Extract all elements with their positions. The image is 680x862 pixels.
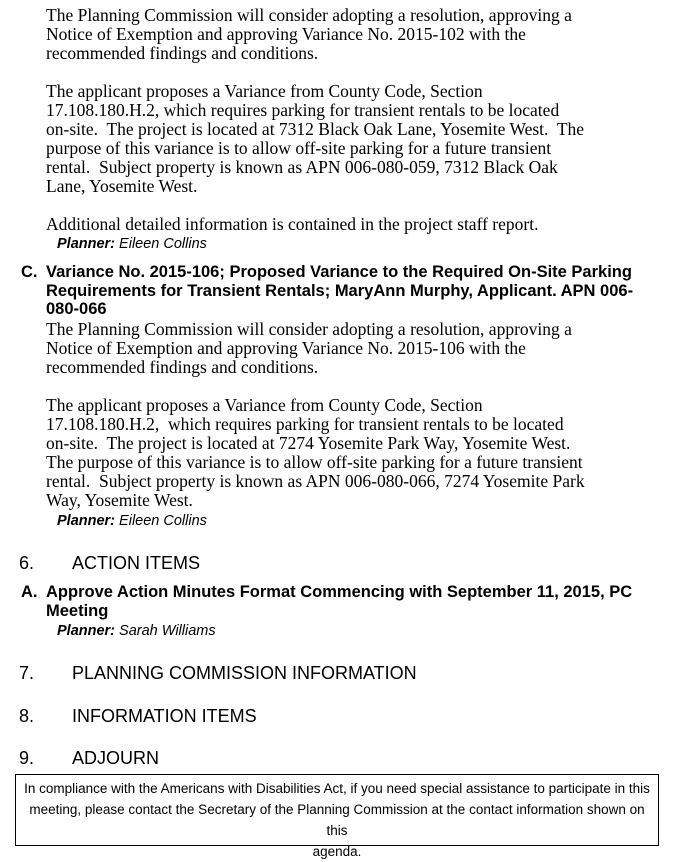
- text-line: recommended findings and conditions.: [46, 43, 319, 63]
- section-7-title: PLANNING COMMISSION INFORMATION: [72, 663, 417, 683]
- text-line: 17.108.180.H.2, which requires parking for transient rentals to be located: [46, 414, 564, 434]
- item-c-planner: [57, 513, 207, 529]
- text-line: The Planning Commission will consider adopting a resolution, approving a: [46, 319, 572, 339]
- text-line: 17.108.180.H.2, which requires parking for transient rentals to be located: [46, 100, 560, 120]
- section-8-number: 8.: [19, 706, 35, 726]
- section-6-number: 6.: [19, 553, 35, 573]
- planner-name: Sarah Williams: [119, 623, 216, 639]
- section-7-number: 7.: [19, 663, 35, 683]
- title-line: Variance No. 2015-106; Proposed Variance to the Required On-Site Parking: [46, 263, 632, 281]
- text-line: The purpose of this variance is to allow off-site parking for a future transient: [46, 452, 583, 472]
- section-9-title: ADJOURN: [72, 748, 160, 768]
- text-line: Lane, Yosemite West.: [46, 176, 198, 196]
- notice-line: meeting, please contact the Secretary of the Planning Commission at the contact information shown on this: [29, 802, 645, 838]
- title-line: Meeting: [46, 601, 109, 620]
- item-b-paragraph-1: [46, 6, 676, 63]
- item-b-paragraph-3: Additional detailed information is contained in the project staff report.: [46, 214, 539, 234]
- planner-name: Eileen Collins: [119, 236, 207, 252]
- section-9-number: 9.: [19, 748, 35, 768]
- text-line: purpose of this variance is to allow off-site parking for a future transient: [46, 138, 552, 158]
- text-line: Notice of Exemption and approving Variance No. 2015-106 with the: [46, 338, 526, 358]
- notice-line: agenda.: [312, 844, 362, 859]
- title-line: 080-066: [46, 300, 107, 318]
- text-line: Way, Yosemite West.: [46, 490, 193, 510]
- text-line: on-site. The project is located at 7274 Yosemite Park Way, Yosemite West.: [46, 433, 571, 453]
- text-line: Notice of Exemption and approving Variance No. 2015-102 with the: [46, 24, 526, 44]
- item-b-planner: [57, 236, 207, 252]
- text-line: The applicant proposes a Variance from County Code, Section: [46, 395, 483, 415]
- text-line: recommended findings and conditions.: [46, 357, 319, 377]
- item-b-paragraph-2: [46, 82, 676, 196]
- item-c-paragraph-2: [46, 396, 676, 510]
- planner-label: Planner:: [57, 236, 116, 252]
- planner-label: Planner:: [57, 623, 116, 639]
- title-line: Approve Action Minutes Format Commencing with September 11, 2015, PC: [46, 583, 633, 601]
- item-6a-letter: A.: [21, 583, 38, 601]
- title-line: Requirements for Transient Rentals; MaryAnn Murphy, Applicant. APN 006-: [46, 281, 634, 300]
- planner-name: Eileen Collins: [119, 513, 207, 529]
- notice-line: In compliance with the Americans with Disabilities Act, if you need special assistance to participate in this: [24, 781, 650, 796]
- ada-notice-box: [15, 774, 659, 859]
- planner-label: Planner:: [57, 513, 116, 529]
- text-line: rental. Subject property is known as APN 006-080-059, 7312 Black Oak: [46, 157, 558, 177]
- text-line: The applicant proposes a Variance from County Code, Section: [46, 81, 483, 101]
- item-c-letter: C.: [21, 263, 38, 281]
- section-8-title: INFORMATION ITEMS: [72, 706, 257, 726]
- text-line: The Planning Commission will consider adopting a resolution, approving a: [46, 5, 572, 25]
- section-6-title: ACTION ITEMS: [72, 553, 201, 573]
- text-line: rental. Subject property is known as APN 006-080-066, 7274 Yosemite Park: [46, 471, 585, 491]
- item-c-paragraph-1: [46, 320, 676, 377]
- text-line: on-site. The project is located at 7312 Black Oak Lane, Yosemite West. The: [46, 119, 585, 139]
- item-6a-planner: [57, 623, 216, 639]
- item-c-title: [46, 263, 646, 319]
- item-6a-title: [46, 583, 646, 620]
